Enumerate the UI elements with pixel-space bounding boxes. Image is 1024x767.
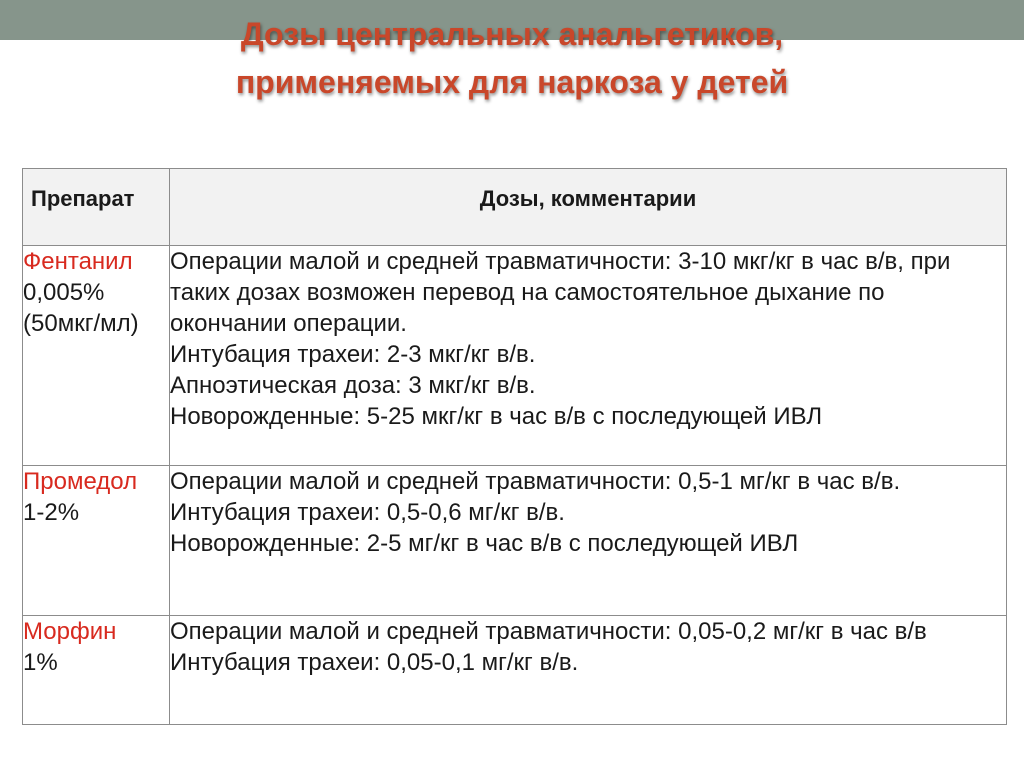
header-drug: Препарат	[23, 169, 170, 246]
drug-name: Промедол	[23, 468, 138, 495]
title-line-2: применяемых для наркоза у детей	[235, 64, 789, 100]
dose-line: Апноэтическая доза: 3 мкг/кг в/в.	[170, 372, 536, 399]
drug-concentration: 1-2%	[23, 499, 80, 526]
dose-line: Интубация трахеи: 0,05-0,1 мг/кг в/в.	[170, 649, 579, 676]
drug-cell	[23, 616, 170, 725]
table-row	[23, 616, 1007, 725]
drug-name: Морфин	[23, 618, 117, 645]
dose-cell	[170, 616, 1007, 725]
slide-title	[0, 10, 1024, 106]
drug-cell	[23, 466, 170, 616]
table-row	[23, 246, 1007, 466]
dose-line: Интубация трахеи: 0,5-0,6 мг/кг в/в.	[170, 499, 565, 526]
drug-name: Фентанил	[23, 248, 133, 275]
drug-concentration: 0,005%	[23, 279, 105, 306]
header-doses: Дозы, комментарии	[170, 169, 1007, 246]
table-row	[23, 466, 1007, 616]
drug-cell	[23, 246, 170, 466]
title-line-1: Дозы центральных анальгетиков,	[240, 16, 784, 52]
dose-line: Интубация трахеи: 2-3 мкг/кг в/в.	[170, 341, 536, 368]
table-header-row	[23, 169, 1007, 246]
drug-concentration: (50мкг/мл)	[23, 310, 139, 337]
dose-cell	[170, 466, 1007, 616]
doses-table	[22, 168, 1007, 725]
dose-line: Операции малой и средней травматичности: 3-10 мкг/кг в час в/в, при таких дозах возможен перевод на самостоятельное дыхание по окончании операции.	[170, 248, 951, 337]
dose-cell	[170, 246, 1007, 466]
dose-line: Операции малой и средней травматичности: 0,5-1 мг/кг в час в/в.	[170, 468, 901, 495]
drug-concentration: 1%	[23, 649, 58, 676]
dose-line: Новорожденные: 2-5 мг/кг в час в/в с последующей ИВЛ	[170, 530, 799, 557]
dose-line: Операции малой и средней травматичности: 0,05-0,2 мг/кг в час в/в	[170, 618, 927, 645]
dose-line: Новорожденные: 5-25 мкг/кг в час в/в с последующей ИВЛ	[170, 403, 823, 430]
